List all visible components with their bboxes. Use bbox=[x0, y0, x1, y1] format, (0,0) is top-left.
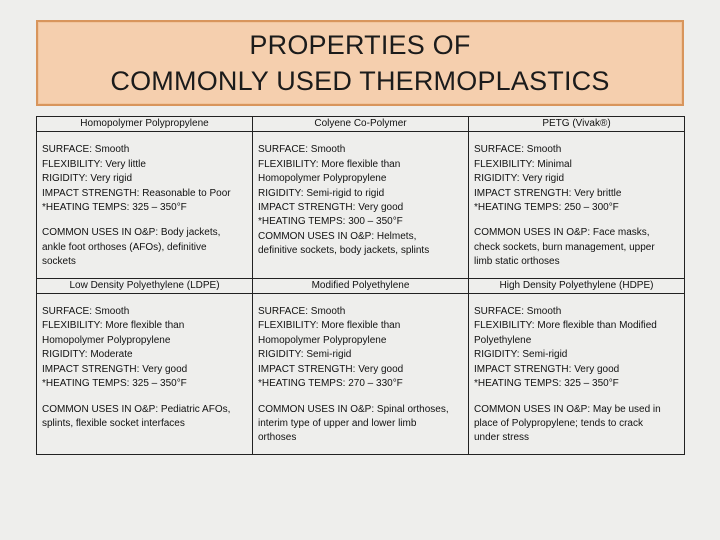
property-line: Homopolymer Polypropylene bbox=[258, 173, 387, 185]
property-line: *HEATING TEMPS: 325 – 350°F bbox=[42, 202, 187, 214]
uses-line: limb static orthoses bbox=[474, 256, 560, 268]
cell-petg bbox=[469, 132, 685, 278]
property-line: IMPACT STRENGTH: Very brittle bbox=[474, 187, 622, 199]
title-line-2: COMMONLY USED THERMOPLASTICS bbox=[110, 66, 610, 96]
uses-line: COMMON USES IN O&P: Spinal orthoses, bbox=[258, 403, 449, 415]
property-line: RIGIDITY: Semi-rigid bbox=[258, 349, 352, 361]
property-line: RIGIDITY: Very rigid bbox=[42, 173, 133, 185]
property-line: SURFACE: Smooth bbox=[258, 144, 346, 156]
property-line: *HEATING TEMPS: 325 – 350°F bbox=[474, 378, 619, 390]
property-line: IMPACT STRENGTH: Very good bbox=[258, 202, 404, 214]
title-line-1: PROPERTIES OF bbox=[249, 30, 471, 60]
uses-line: COMMON USES IN O&P: Helmets, bbox=[258, 230, 417, 242]
heading-ldpe: Low Density Polyethylene (LDPE) bbox=[37, 278, 253, 293]
uses-line: COMMON USES IN O&P: Pediatric AFOs, bbox=[42, 403, 231, 415]
uses-line: splints, flexible socket interfaces bbox=[42, 417, 185, 429]
uses-line: COMMON USES IN O&P: Body jackets, bbox=[42, 227, 221, 239]
property-line: *HEATING TEMPS: 270 – 330°F bbox=[258, 378, 403, 390]
title-banner bbox=[36, 20, 684, 106]
property-line: RIGIDITY: Very rigid bbox=[474, 173, 565, 185]
property-line: IMPACT STRENGTH: Very good bbox=[474, 363, 620, 375]
property-line: FLEXIBILITY: More flexible than bbox=[42, 320, 185, 332]
uses-line: COMMON USES IN O&P: Face masks, bbox=[474, 227, 650, 239]
property-line: Homopolymer Polypropylene bbox=[258, 334, 387, 346]
property-line: FLEXIBILITY: More flexible than Modified bbox=[474, 320, 657, 332]
property-line: IMPACT STRENGTH: Reasonable to Poor bbox=[42, 187, 231, 199]
table-row bbox=[37, 132, 685, 278]
property-line: FLEXIBILITY: Very little bbox=[42, 158, 146, 170]
property-line: *HEATING TEMPS: 300 – 350°F bbox=[258, 216, 403, 228]
uses-line: ankle foot orthoses (AFOs), definitive bbox=[42, 241, 207, 253]
table-header-row bbox=[37, 117, 685, 132]
property-line: FLEXIBILITY: More flexible than bbox=[258, 320, 401, 332]
property-line: RIGIDITY: Semi-rigid bbox=[474, 349, 568, 361]
table-header-row bbox=[37, 278, 685, 293]
cell-homopolymer-polypropylene bbox=[37, 132, 253, 278]
heading-homopolymer-polypropylene: Homopolymer Polypropylene bbox=[37, 117, 253, 132]
heading-hdpe: High Density Polyethylene (HDPE) bbox=[469, 278, 685, 293]
cell-hdpe bbox=[469, 294, 685, 455]
heading-colyene-co-polymer: Colyene Co-Polymer bbox=[253, 117, 469, 132]
uses-line: orthoses bbox=[258, 432, 297, 444]
uses-line: check sockets, burn management, upper bbox=[474, 241, 655, 253]
property-line: Homopolymer Polypropylene bbox=[42, 334, 171, 346]
property-line: FLEXIBILITY: Minimal bbox=[474, 158, 572, 170]
property-line: RIGIDITY: Moderate bbox=[42, 349, 133, 361]
uses-line: under stress bbox=[474, 432, 530, 444]
heading-petg: PETG (Vivak®) bbox=[469, 117, 685, 132]
property-line: SURFACE: Smooth bbox=[42, 144, 130, 156]
heading-modified-polyethylene: Modified Polyethylene bbox=[253, 278, 469, 293]
property-line: Polyethylene bbox=[474, 334, 532, 346]
uses-line: definitive sockets, body jackets, splints bbox=[258, 245, 430, 257]
uses-line: place of Polypropylene; tends to crack bbox=[474, 417, 643, 429]
property-line: SURFACE: Smooth bbox=[258, 306, 346, 318]
property-line: IMPACT STRENGTH: Very good bbox=[42, 363, 188, 375]
table-row bbox=[37, 294, 685, 455]
property-line: RIGIDITY: Semi-rigid to rigid bbox=[258, 187, 385, 199]
property-line: SURFACE: Smooth bbox=[42, 306, 130, 318]
cell-colyene-co-polymer bbox=[253, 132, 469, 278]
property-line: *HEATING TEMPS: 250 – 300°F bbox=[474, 202, 619, 214]
property-line: FLEXIBILITY: More flexible than bbox=[258, 158, 401, 170]
cell-modified-polyethylene bbox=[253, 294, 469, 455]
property-line: SURFACE: Smooth bbox=[474, 306, 562, 318]
property-line: IMPACT STRENGTH: Very good bbox=[258, 363, 404, 375]
uses-line: COMMON USES IN O&P: May be used in bbox=[474, 403, 661, 415]
uses-line: interim type of upper and lower limb bbox=[258, 417, 417, 429]
thermoplastics-table bbox=[36, 116, 685, 455]
property-line: *HEATING TEMPS: 325 – 350°F bbox=[42, 378, 187, 390]
property-line: SURFACE: Smooth bbox=[474, 144, 562, 156]
cell-ldpe bbox=[37, 294, 253, 455]
uses-line: sockets bbox=[42, 256, 76, 268]
